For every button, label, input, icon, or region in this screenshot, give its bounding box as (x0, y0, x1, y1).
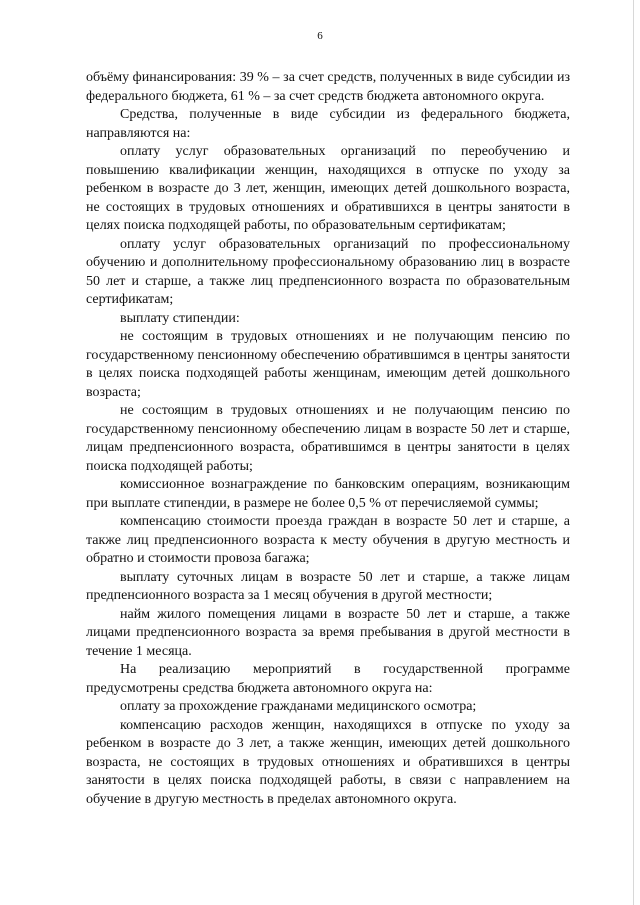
list-item: оплату услуг образовательных организаций по переобучению и повышению квалификации женщин, находящихся в отпуске по уходу за ребенком в возрасте до 3 лет, женщин, имеющих детей дошкольного возраста, не состоящих в трудовых отношениях и обратившихся в центры занятости в целях поиска подходящей работы, по образовательным сертификатам; (86, 144, 570, 233)
scan-edge-line (633, 0, 634, 905)
list-item: оплату за прохождение гражданами медицинского осмотра; (120, 699, 477, 714)
list-item: выплату суточных лицам в возрасте 50 лет и старше, а также лицам предпенсионного возраста за 1 месяц обучения в другой местности; (86, 569, 570, 603)
paragraph: Средства, полученные в виде субсидии из федерального бюджета, направляются на: (86, 107, 570, 141)
list-item: найм жилого помещения лицами в возрасте 50 лет и старше, а также лицами предпенсионного возраста за время пребывания в другой местности в течение 1 месяца. (86, 606, 570, 659)
list-item: не состоящим в трудовых отношениях и не получающим пенсию по государственному пенсионному обеспечению лицам в возрасте 50 лет и старше, лицам предпенсионного возраста, обратившимся в центры занятости в целях поиска подходящей работы; (86, 403, 570, 474)
list-item: компенсацию стоимости проезда граждан в возрасте 50 лет и старше, а также лиц предпенсионного возраста к месту обучения в другую местность и обратно и стоимости провоза багажа; (86, 514, 570, 566)
list-item: выплату стипендии: (120, 310, 240, 326)
list-item: комиссионное вознаграждение по банковским операциям, возникающим при выплате стипендии, в размере не более 0,5 % от перечисляемой суммы; (86, 477, 570, 511)
paragraph-continuation: объёму финансирования: 39 % – за счет средств, полученных в виде субсидии из федерального бюджета, 61 % – за счет средств бюджета автономного округа. (86, 70, 570, 104)
body-text (86, 69, 570, 809)
paragraph: На реализацию мероприятий в государственной программе предусмотрены средства бюджета автономного округа на: (86, 662, 570, 696)
page-number: 6 (317, 30, 323, 42)
list-item: не состоящим в трудовых отношениях и не получающим пенсию по государственному пенсионному обеспечению обратившимся в центры занятости в целях поиска подходящей работы женщинам, имеющим детей дошкольного возраста; (86, 329, 570, 400)
list-item: оплату услуг образовательных организаций по профессиональному обучению и дополнительному профессиональному образованию лиц в возрасте 50 лет и старше, а также лиц предпенсионного возраста по образовательным сертификатам; (86, 236, 570, 307)
list-item: компенсацию расходов женщин, находящихся в отпуске по уходу за ребенком в возрасте до 3 лет, а также женщин, имеющих детей дошкольного возраста, не состоящих в трудовых отношениях и обратившихся в центры занятости в целях поиска подходящей работы, в связи с направлением на обучение в другую местность в пределах автономного округа. (86, 717, 570, 807)
